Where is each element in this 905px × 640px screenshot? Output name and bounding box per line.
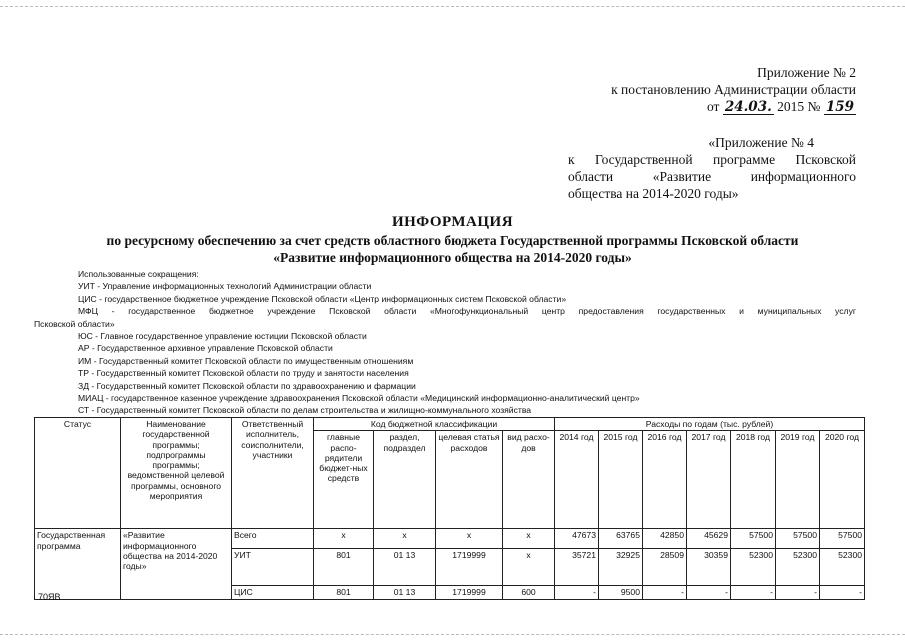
scan-edge-top [0, 6, 905, 7]
cell-status: Государственная программа [35, 529, 121, 599]
subtitle-line2: «Развитие информационного общества на 2014-2020 годы» [273, 250, 632, 265]
cell-value: 52300 [820, 549, 865, 586]
cell-value: - [555, 586, 599, 599]
header-year: 2020 год [820, 431, 865, 529]
appendix4-line4: общества на 2014-2020 годы» [568, 186, 739, 201]
abbr-im: ИМ - Государственный комитет Псковской области по имущественным отношениям [78, 355, 414, 366]
header-target: целевая статья расходов [436, 431, 503, 529]
abbr-header: Использованные сокращения: [78, 269, 199, 279]
appendix-date-line [560, 98, 856, 115]
cell-responsible: Всего [232, 529, 314, 549]
appendix-year: 2015 № [777, 99, 821, 114]
cell-value: - [776, 586, 820, 599]
header-year: 2018 год [731, 431, 776, 529]
cell-value: - [687, 586, 731, 599]
handwritten-date: 24.03. [724, 99, 772, 115]
cell-value: 57500 [820, 529, 865, 549]
appendix-resolution: к постановлению Администрации области [611, 82, 856, 97]
header-name: Наименование государственной программы; подпрограммы программы; ведомственной целевой программы, основного мероприятия [121, 418, 232, 529]
cell-type: х [503, 549, 555, 586]
document-title: ИНФОРМАЦИЯ [391, 214, 514, 230]
scan-edge-bottom [0, 634, 905, 635]
abbr-mfc: МФЦ - государственное бюджетное учреждение Псковской области «Многофункциональный центр предоставления государственных и муниципальных услуг [78, 306, 856, 317]
appendix-title: Приложение № 2 [757, 65, 856, 80]
table-header-row [35, 418, 865, 431]
cell-value: 28509 [643, 549, 687, 586]
cell-grbs: 801 [314, 586, 374, 599]
appendix4-line3: области «Развитие информационного [568, 169, 856, 184]
cell-value: 45629 [687, 529, 731, 549]
header-expenses: Расходы по годам (тыс. рублей) [555, 418, 865, 431]
abbr-miac: МИАЦ - государственное казенное учреждение здравоохранения Псковской области «Медицинский информационно-аналитический центр» [78, 393, 640, 404]
document-code: 70ЯВ [38, 592, 61, 602]
cell-value: 42850 [643, 529, 687, 549]
abbr-mfc-cont: Псковской области» [34, 318, 115, 329]
cell-value: - [731, 586, 776, 599]
cell-value: 30359 [687, 549, 731, 586]
header-responsible: Ответственный исполнитель, соисполнители, участники [232, 418, 314, 529]
abbreviations-list [34, 268, 856, 417]
cell-target: х [436, 529, 503, 549]
cell-section: 01 13 [374, 586, 436, 599]
cell-value: 52300 [776, 549, 820, 586]
header-kbk: Код бюджетной классификации [314, 418, 555, 431]
header-grbs: главные распо-рядители бюджет-ных средств [314, 431, 374, 529]
cell-program-name: «Развитие информационного общества на 2014-2020 годы» [121, 529, 232, 599]
header-year: 2014 год [555, 431, 599, 529]
abbr-cis: ЦИС - государственное бюджетное учреждение Псковской области «Центр информационных систем Псковской области» [78, 293, 567, 304]
abbr-tr: ТР - Государственный комитет Псковской области по труду и занятости населения [78, 368, 409, 379]
table-row [35, 529, 865, 549]
cell-value: 9500 [599, 586, 643, 599]
cell-value: - [643, 586, 687, 599]
cell-target: 1719999 [436, 586, 503, 599]
cell-responsible: ЦИС [232, 586, 314, 599]
appendix-block [560, 64, 856, 115]
handwritten-number: 159 [825, 99, 854, 115]
subtitle-line1: по ресурсному обеспечению за счет средств областного бюджета Государственной программы Псковской области [106, 233, 799, 248]
cell-section: х [374, 529, 436, 549]
appendix4-title: «Приложение № 4 [708, 135, 814, 150]
header-section: раздел, подраздел [374, 431, 436, 529]
header-year: 2016 год [643, 431, 687, 529]
header-year: 2015 год [599, 431, 643, 529]
header-year: 2017 год [687, 431, 731, 529]
cell-type: 600 [503, 586, 555, 599]
cell-grbs: х [314, 529, 374, 549]
abbr-st: СТ - Государственный комитет Псковской области по делам строительства и жилищно-коммунального хозяйства [78, 405, 532, 416]
appendix4-block [568, 134, 856, 202]
cell-value: 52300 [731, 549, 776, 586]
cell-value: - [820, 586, 865, 599]
cell-type: х [503, 529, 555, 549]
appendix4-line2: к Государственной программе Псковской [568, 152, 856, 167]
header-year: 2019 год [776, 431, 820, 529]
document-subtitle [20, 232, 885, 266]
abbr-yus: ЮС - Главное государственное управление юстиции Псковской области [78, 331, 367, 342]
appendix-from: от [706, 99, 720, 114]
header-status: Статус [35, 418, 121, 529]
abbr-uit: УИТ - Управление информационных технологий Администрации области [78, 281, 372, 292]
cell-target: 1719999 [436, 549, 503, 586]
cell-value: 32925 [599, 549, 643, 586]
abbr-zd: ЗД - Государственный комитет Псковской области по здравоохранению и фармации [78, 380, 416, 391]
cell-value: 57500 [731, 529, 776, 549]
cell-section: 01 13 [374, 549, 436, 586]
cell-responsible: УИТ [232, 549, 314, 586]
resource-table [34, 417, 865, 600]
cell-value: 35721 [555, 549, 599, 586]
cell-value: 63765 [599, 529, 643, 549]
header-type: вид расхо-дов [503, 431, 555, 529]
abbr-ar: АР - Государственное архивное управление Псковской области [78, 343, 333, 354]
cell-value: 57500 [776, 529, 820, 549]
cell-value: 47673 [555, 529, 599, 549]
cell-grbs: 801 [314, 549, 374, 586]
